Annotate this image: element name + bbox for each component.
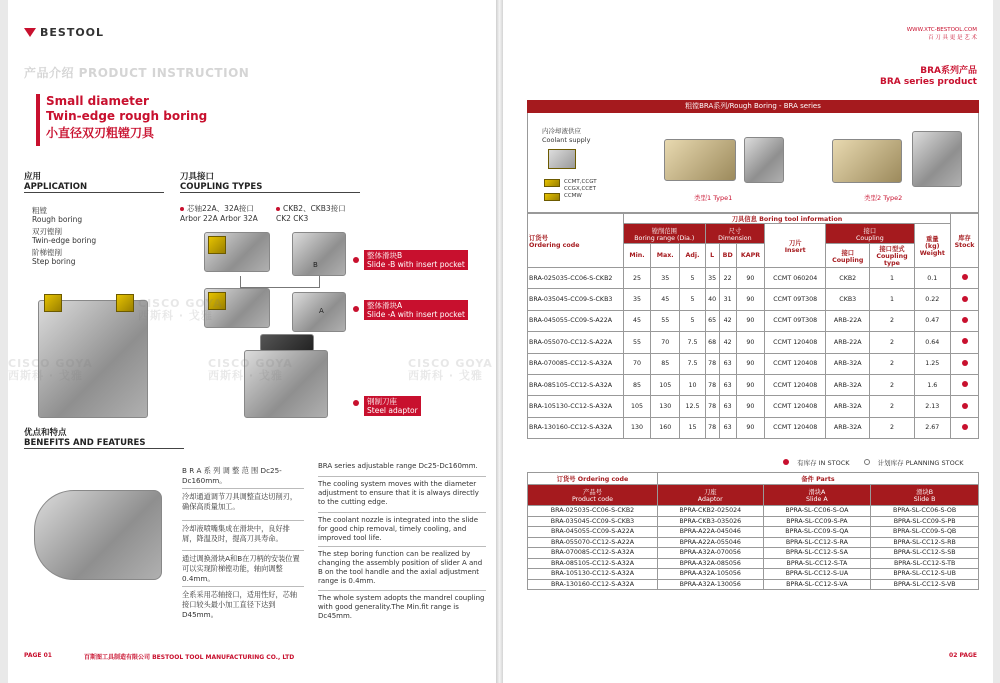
cell-type: 1 <box>870 268 914 289</box>
col-info-head: 刀具信息 Boring tool information <box>624 214 951 224</box>
legend-in-stock: 有库存 IN STOCK <box>797 459 850 467</box>
cell-insert: CCMT 060204 <box>765 268 826 289</box>
table-row <box>528 289 979 310</box>
benefits-divider <box>24 448 184 449</box>
coupling-heading-cn: 刀具接口 <box>180 172 215 182</box>
cell-stock <box>951 332 979 353</box>
parts-cell: BRA-025035-CC06-S-CKB2 <box>528 506 658 517</box>
benefit-divider <box>182 550 304 551</box>
cell-stock <box>951 353 979 374</box>
cell-stock <box>951 396 979 417</box>
cell-l: 78 <box>705 396 719 417</box>
parts-cell: BPRA-A32A-105056 <box>658 569 764 580</box>
coolant-label: 内冷却液供应 Coolant supply <box>542 127 591 144</box>
cell-type: 2 <box>870 374 914 395</box>
cell-bd: 63 <box>719 417 736 438</box>
cell-insert: CCMT 120408 <box>765 417 826 438</box>
benefit-en-2: The cooling system moves with the diameter adjustment to ensure that it is always directly to the cutting edge. <box>318 480 479 506</box>
application-heading-en: APPLICATION <box>24 182 88 192</box>
parts-cell: BPRA-SL-CC12-S-UB <box>871 569 979 580</box>
title-cn: 小直径双刃粗镗刀具 <box>46 126 155 140</box>
cell-adj: 7.5 <box>680 332 705 353</box>
parts-cell: BPRA-SL-CC12-S-RB <box>871 537 979 548</box>
cell-kapr: 90 <box>736 289 765 310</box>
cell-insert: CCMT 120408 <box>765 332 826 353</box>
benefit-divider <box>318 512 486 513</box>
benefit-divider <box>182 586 304 587</box>
cell-bd: 42 <box>719 332 736 353</box>
cell-weight: 0.47 <box>914 310 950 331</box>
parts-cell: BRA-055070-CC12-S-A22A <box>528 537 658 548</box>
benefit-divider <box>318 590 486 591</box>
coupling-option-arbor: 芯轴22A、32A接口 Arbor 22A Arbor 32A <box>180 204 258 223</box>
parts-cell: BPRA-SL-CC09-S-QA <box>763 527 871 538</box>
benefit-cn-3: 冷却液喷嘴集成在滑块中，良好排屑，降温及时，提高刀具寿命。 <box>182 524 290 543</box>
cell-insert: CCMT 09T308 <box>765 310 826 331</box>
parts-row <box>528 579 979 590</box>
benefit-en-4: The step boring function can be realized by changing the assembly position of slider A and B on the tool handle and the axial adjustment range is 0.4mm. <box>318 550 483 585</box>
parts-cell: BPRA-CKB3-035026 <box>658 516 764 527</box>
table-row <box>528 268 979 289</box>
parts-cell: BRA-105130-CC12-S-A32A <box>528 569 658 580</box>
coupling-heading-en: COUPLING TYPES <box>180 182 263 192</box>
app-item: 阶梯镗削 Step boring <box>32 248 76 266</box>
coolant-insert-image <box>548 149 576 169</box>
parts-row <box>528 537 979 548</box>
cell-l: 65 <box>705 310 719 331</box>
col-min: Min. <box>624 244 651 268</box>
parts-cell: BRA-085105-CC12-S-A32A <box>528 558 658 569</box>
parts-row <box>528 506 979 517</box>
cell-l: 78 <box>705 374 719 395</box>
parts-cell: BRA-045055-CC09-S-A22A <box>528 527 658 538</box>
table-row <box>528 353 979 374</box>
cell-coupling: ARB-32A <box>826 396 870 417</box>
col-max: Max. <box>650 244 679 268</box>
cell-type: 2 <box>870 353 914 374</box>
col-stock: 库存 Stock <box>951 214 979 268</box>
part-letter-b: B <box>313 261 318 269</box>
cell-weight: 0.1 <box>914 268 950 289</box>
benefits-heading-en: BENEFITS AND FEATURES <box>24 438 146 448</box>
cell-min: 85 <box>624 374 651 395</box>
cell-bd: 42 <box>719 310 736 331</box>
callout-steel-adaptor: 钢制刀座 Steel adaptor <box>364 396 421 416</box>
application-list <box>32 206 96 269</box>
cell-kapr: 90 <box>736 417 765 438</box>
cell-type: 2 <box>870 417 914 438</box>
legend-planning: 计划库存 PLANNING STOCK <box>877 459 964 467</box>
cell-code: BRA-055070-CC12-S-A22A <box>528 332 624 353</box>
cell-l: 40 <box>705 289 719 310</box>
app-item: 粗镗 Rough boring <box>32 206 83 224</box>
series-band: 粗镗BRA系列/Rough Boring - BRA series <box>527 100 979 113</box>
parts-cell: BRA-035045-CC09-S-CKB3 <box>528 516 658 527</box>
parts-cell: BPRA-SL-CC09-S-QB <box>871 527 979 538</box>
cell-code: BRA-085105-CC12-S-A32A <box>528 374 624 395</box>
cell-code: BRA-025035-CC06-S-CKB2 <box>528 268 624 289</box>
col-coupling-sub: 接口 Coupling <box>826 244 870 268</box>
watermark: CISCO GOYA 西斯科 · 戈雅 <box>208 357 293 382</box>
insert-image <box>544 179 560 187</box>
benefit-en-5: The whole system adopts the mandrel coupling with good generality.The Min.fit range is Dc45mm. <box>318 594 485 620</box>
cell-adj: 7.5 <box>680 353 705 374</box>
parts-col-slide-a: 滑块A Slide A <box>763 485 871 506</box>
benefit-en-3: The coolant nozzle is integrated into the slide for good chip removal, timely cooling, and improved tool life. <box>318 516 479 542</box>
parts-col-product: 产品号 Product code <box>528 485 658 506</box>
cell-coupling: ARB-32A <box>826 417 870 438</box>
col-weight: 重量 (kg) Weight <box>914 224 950 268</box>
parts-cell: BPRA-SL-CC06-S-OA <box>763 506 871 517</box>
benefit-cn-1: B R A 系 列 调 整 范 围 Dc25-Dc160mm。 <box>182 466 282 485</box>
cell-coupling: CKB3 <box>826 289 870 310</box>
bullet-icon <box>180 207 184 211</box>
cell-bd: 22 <box>719 268 736 289</box>
brand-logo <box>24 26 104 39</box>
cell-max: 55 <box>650 310 679 331</box>
boring-head-image <box>34 490 162 580</box>
col-coupling-type: 接口型式 Coupling type <box>870 244 914 268</box>
insert-image <box>208 236 226 254</box>
callout-slide-a: 整体滑块A Slide -A with insert pocket <box>364 300 468 320</box>
table-row <box>528 332 979 353</box>
cell-adj: 15 <box>680 417 705 438</box>
cell-l: 78 <box>705 417 719 438</box>
product-illustration-box <box>527 113 979 213</box>
page-title <box>46 94 207 141</box>
cell-adj: 10 <box>680 374 705 395</box>
cell-min: 25 <box>624 268 651 289</box>
parts-table <box>527 472 979 590</box>
parts-cell: BPRA-SL-CC12-S-TB <box>871 558 979 569</box>
cell-insert: CCMT 120408 <box>765 353 826 374</box>
cell-coupling: ARB-32A <box>826 374 870 395</box>
in-stock-icon <box>962 317 968 323</box>
type1-label: 类型1 Type1 <box>694 194 733 202</box>
parts-head: 备件 Parts <box>658 473 979 485</box>
cell-bd: 31 <box>719 289 736 310</box>
cell-max: 70 <box>650 332 679 353</box>
parts-col-adaptor: 刀座 Adaptor <box>658 485 764 506</box>
table-row <box>528 417 979 438</box>
cell-adj: 5 <box>680 289 705 310</box>
type2-label: 类型2 Type2 <box>864 194 903 202</box>
type1-drawing <box>744 137 784 183</box>
website-url <box>907 26 977 42</box>
cell-max: 35 <box>650 268 679 289</box>
parts-cell: BPRA-A32A-070056 <box>658 548 764 559</box>
in-stock-icon <box>962 274 968 280</box>
cell-type: 2 <box>870 332 914 353</box>
cell-max: 45 <box>650 289 679 310</box>
in-stock-icon <box>962 381 968 387</box>
parts-row <box>528 516 979 527</box>
title-en-line2: Twin-edge rough boring <box>46 109 208 123</box>
insert-types: CCMT,CCGT CCGX,CCET CCMW <box>564 179 597 199</box>
benefit-cn-4: 通过调换滑块A和B在刀柄的安装位置可以实现阶梯镗功能，轴向调整0.4mm。 <box>182 554 300 583</box>
type2-tool-image <box>832 139 902 183</box>
in-stock-icon <box>962 403 968 409</box>
benefit-cn-5: 全系采用芯轴接口，适用性好，芯轴接口较头最小加工直径下达到D45mm。 <box>182 590 298 619</box>
insert-image <box>116 294 134 312</box>
col-dimension: 尺寸 Dimension <box>705 224 765 244</box>
boring-tool-table <box>527 213 979 439</box>
cell-bd: 63 <box>719 353 736 374</box>
watermark: CISCO GOYA 西斯科 · 戈雅 <box>8 357 93 382</box>
title-en-line1: Small diameter <box>46 94 149 108</box>
cell-stock <box>951 268 979 289</box>
parts-cell: BPRA-SL-CC12-S-RA <box>763 537 871 548</box>
bullet-icon <box>276 207 280 211</box>
application-divider <box>24 192 164 193</box>
series-title-en: BRA series product <box>879 77 977 87</box>
benefit-divider <box>318 546 486 547</box>
col-range: 镗削范围 Boring range (Dia.) <box>624 224 706 244</box>
cell-l: 78 <box>705 353 719 374</box>
cell-max: 160 <box>650 417 679 438</box>
callout-marker <box>353 306 359 312</box>
cell-adj: 5 <box>680 310 705 331</box>
cell-coupling: ARB-32A <box>826 353 870 374</box>
cell-min: 130 <box>624 417 651 438</box>
page-gutter <box>496 0 503 683</box>
cell-kapr: 90 <box>736 268 765 289</box>
cell-kapr: 90 <box>736 374 765 395</box>
section-title: 产品介绍 PRODUCT INSTRUCTION <box>24 66 250 80</box>
cell-weight: 1.6 <box>914 374 950 395</box>
parts-cell: BPRA-SL-CC12-S-SA <box>763 548 871 559</box>
cell-coupling: ARB-22A <box>826 332 870 353</box>
footer-page-number-right: 02 PAGE <box>949 652 977 659</box>
callout-slide-b: 整体滑块B Slide -B with insert pocket <box>364 250 468 270</box>
footer-page-number: PAGE 01 <box>24 652 52 659</box>
cell-weight: 2.67 <box>914 417 950 438</box>
type2-drawing <box>912 131 962 187</box>
url-text: WWW.XTC-BESTOOL.COM <box>906 27 977 33</box>
cell-weight: 0.22 <box>914 289 950 310</box>
cell-kapr: 90 <box>736 396 765 417</box>
title-accent-bar <box>36 94 40 146</box>
benefit-cn-2: 冷却通道调节刀具调整直达切削刃，确保高质量加工。 <box>182 492 298 511</box>
benefit-divider <box>318 476 486 477</box>
parts-col-slide-b: 滑块B Slide B <box>871 485 979 506</box>
table-row <box>528 396 979 417</box>
table-row <box>528 310 979 331</box>
cell-coupling: CKB2 <box>826 268 870 289</box>
cell-weight: 0.64 <box>914 332 950 353</box>
cell-code: BRA-035045-CC09-S-CKB3 <box>528 289 624 310</box>
parts-cell: BPRA-CKB2-025024 <box>658 506 764 517</box>
logo-icon <box>24 28 36 37</box>
cell-kapr: 90 <box>736 353 765 374</box>
col-coupling: 接口 Coupling <box>826 224 914 244</box>
slide-b-ckb-image <box>292 232 346 276</box>
parts-cell: BPRA-SL-CC12-S-VA <box>763 579 871 590</box>
in-stock-icon <box>962 296 968 302</box>
cell-weight: 2.13 <box>914 396 950 417</box>
col-ordering-code: 订货号 Ordering code <box>528 214 624 268</box>
cell-insert: CCMT 09T308 <box>765 289 826 310</box>
parts-row <box>528 527 979 538</box>
right-page <box>503 0 993 683</box>
logo-text: BESTOOL <box>40 26 105 39</box>
assembly-line <box>240 276 320 288</box>
watermark: CISCO GOYA 西斯科 · 戈雅 <box>408 357 493 382</box>
cell-stock <box>951 310 979 331</box>
footer-company: 百斯图工具制造有限公司 BESTOOL TOOL MANUFACTURING CO., LTD <box>84 654 295 661</box>
insert-image <box>544 193 560 201</box>
cell-bd: 63 <box>719 374 736 395</box>
coupling-divider <box>180 192 360 193</box>
cell-max: 130 <box>650 396 679 417</box>
cell-stock <box>951 374 979 395</box>
parts-row <box>528 558 979 569</box>
slide-a-ckb-image <box>292 292 346 332</box>
cell-bd: 63 <box>719 396 736 417</box>
coupling-option-ckb: CKB2、CKB3接口 CK2 CK3 <box>276 204 346 223</box>
part-letter-a: A <box>319 307 324 315</box>
series-title <box>880 66 977 88</box>
series-title-cn: BRA系列产品 <box>920 66 977 76</box>
parts-cell: BPRA-SL-CC12-S-VB <box>871 579 979 590</box>
parts-cell: BPRA-SL-CC12-S-UA <box>763 569 871 580</box>
cell-l: 35 <box>705 268 719 289</box>
parts-row <box>528 548 979 559</box>
parts-row <box>528 569 979 580</box>
cell-type: 2 <box>870 396 914 417</box>
col-insert: 刀片 Insert <box>765 224 826 268</box>
left-page <box>8 0 496 683</box>
application-heading <box>24 172 87 192</box>
cell-code: BRA-130160-CC12-S-A32A <box>528 417 624 438</box>
cell-min: 45 <box>624 310 651 331</box>
watermark: CISCO GOYA 西斯科 · 戈雅 <box>138 297 223 322</box>
benefits-heading-cn: 优点和特点 <box>24 428 67 438</box>
coupling-heading <box>180 172 262 192</box>
type1-tool-image <box>664 139 736 181</box>
cell-code: BRA-105130-CC12-S-A32A <box>528 396 624 417</box>
parts-cell: BPRA-SL-CC09-S-PB <box>871 516 979 527</box>
cell-weight: 1.25 <box>914 353 950 374</box>
parts-cell: BPRA-A32A-130056 <box>658 579 764 590</box>
benefits-heading <box>24 428 145 448</box>
insert-image <box>44 294 62 312</box>
parts-cell: BPRA-A22A-045046 <box>658 527 764 538</box>
parts-cell: BPRA-A22A-055046 <box>658 537 764 548</box>
table-row <box>528 374 979 395</box>
benefit-en-1: BRA series adjustable range Dc25-Dc160mm. <box>318 462 478 470</box>
cell-min: 105 <box>624 396 651 417</box>
col-kapr: KAPR <box>736 244 765 268</box>
app-item: 双刃镗削 Twin-edge boring <box>32 227 97 245</box>
cell-coupling: ARB-22A <box>826 310 870 331</box>
cell-code: BRA-070085-CC12-S-A32A <box>528 353 624 374</box>
cell-max: 85 <box>650 353 679 374</box>
in-stock-icon <box>962 360 968 366</box>
cell-kapr: 90 <box>736 310 765 331</box>
callout-marker <box>353 257 359 263</box>
cell-min: 55 <box>624 332 651 353</box>
in-stock-icon <box>962 424 968 430</box>
cell-l: 68 <box>705 332 719 353</box>
cell-stock <box>951 417 979 438</box>
callout-marker <box>353 400 359 406</box>
parts-cell: BPRA-A32A-085056 <box>658 558 764 569</box>
parts-cell: BRA-130160-CC12-S-A32A <box>528 579 658 590</box>
cell-min: 35 <box>624 289 651 310</box>
col-l: L <box>705 244 719 268</box>
parts-cell: BPRA-SL-CC12-S-TA <box>763 558 871 569</box>
cell-kapr: 90 <box>736 332 765 353</box>
cell-code: BRA-045055-CC09-S-A22A <box>528 310 624 331</box>
cell-adj: 12.5 <box>680 396 705 417</box>
planning-stock-icon <box>864 459 870 465</box>
benefit-divider <box>182 488 304 489</box>
cell-max: 105 <box>650 374 679 395</box>
cell-stock <box>951 289 979 310</box>
parts-order-head: 订货号 Ordering code <box>528 473 658 485</box>
in-stock-icon <box>783 459 789 465</box>
cell-adj: 5 <box>680 268 705 289</box>
application-heading-cn: 应用 <box>24 172 42 182</box>
cell-insert: CCMT 120408 <box>765 374 826 395</box>
stock-legend <box>783 458 976 467</box>
slogan-text: 百 刀 具 更 是 艺 术 <box>928 35 977 41</box>
benefit-divider <box>182 520 304 521</box>
parts-cell: BPRA-SL-CC09-S-PA <box>763 516 871 527</box>
cell-type: 1 <box>870 289 914 310</box>
parts-cell: BPRA-SL-CC12-S-SB <box>871 548 979 559</box>
parts-cell: BRA-070085-CC12-S-A32A <box>528 548 658 559</box>
in-stock-icon <box>962 338 968 344</box>
cell-min: 70 <box>624 353 651 374</box>
cell-insert: CCMT 120408 <box>765 396 826 417</box>
col-bd: BD <box>719 244 736 268</box>
parts-cell: BPRA-SL-CC06-S-OB <box>871 506 979 517</box>
cell-type: 2 <box>870 310 914 331</box>
col-adj: Adj. <box>680 244 705 268</box>
